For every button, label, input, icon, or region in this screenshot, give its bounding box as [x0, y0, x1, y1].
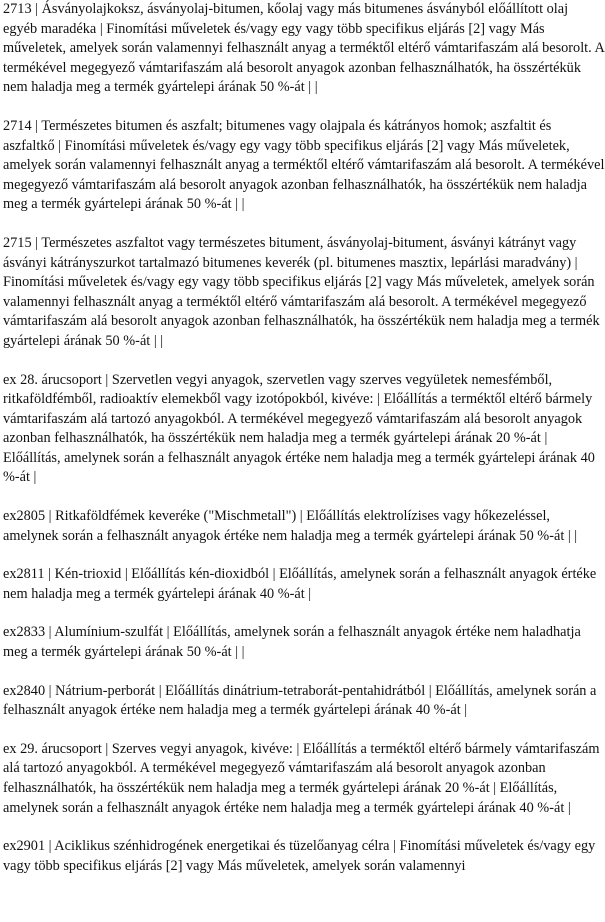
paragraph-2713: 2713 | Ásványolajkoksz, ásványolaj-bitumen, kőolaj vagy más bitumenes ásványból előállított olaj egyéb maradéka | Finomítási műveletek és/vagy egy vagy több specifikus eljárás [2] vagy Más műveletek, amelyek során valamennyi felhasznált anyag a terméktől eltérő vámtarifaszám alá besorolt. A termékével megegyező vámtarifaszám alá besorolt anyagok azonban felhasználhatók, ha összértékük nem haladja meg a termék gyártelepi árának 50 %-át | | [3, 1, 605, 96]
paragraph-2715: 2715 | Természetes aszfaltot vagy természetes bitument, ásványolaj-bitument, ásványi kátrányt vagy ásványi kátrányszurkot tartalmazó bitumenes keverék (pl. bitumenes masztix, lepárlási maradvány) | Finomítási műveletek és/vagy egy vagy több specifikus eljárás [2] vagy Más műveletek, amelyek során valamennyi felhasznált anyag a terméktől eltérő vámtarifaszám alá besorolt. A termékével megegyező vámtarifaszám alá besorolt anyagok azonban felhasználhatók, ha összértékük nem haladja meg a termék gyártelepi árának 50 %-át | | [3, 234, 600, 349]
paragraph-ex-29: ex 29. árucsoport | Szerves vegyi anyagok, kivéve: | Előállítás a terméktől eltérő bármely vámtarifaszám alá tartozó anyagokból. A termékével megegyező vámtarifaszám alá besorolt anyagok azonban felhasználhatók, ha összértékük nem haladja meg a termék gyártelepi árának 20 %-át | Előállítás, amelynek során a felhasznált anyagok értéke nem haladja meg a termék gyártelepi árának 40 %-át | [3, 740, 600, 816]
paragraph-ex-28: ex 28. árucsoport | Szervetlen vegyi anyagok, szervetlen vagy szerves vegyületek nemesfémből, ritkaföldfémből, radioaktív elemekből vagy izotópokból, kivéve: | Előállítás a terméktől eltérő bármely vámtarifaszám alá tartozó anyagokból. A termékével megegyező vámtarifaszám alá besorolt anyagok azonban felhasználhatók, ha összértékük nem haladja meg a termék gyártelepi árának 20 %-át | Előállítás, amelynek során a felhasznált anyagok értéke nem haladja meg a termék gyártelepi árának 40 %-át | [3, 371, 595, 486]
paragraph-2714: 2714 | Természetes bitumen és aszfalt; bitumenes vagy olajpala és kátrányos homok; aszfaltit és aszfaltkő | Finomítási műveletek és/vagy egy vagy több specifikus eljárás [2] vagy Más műveletek, amelyek során valamennyi felhasznált anyag a terméktől eltérő vámtarifaszám alá besorolt. A termékével megegyező vámtarifaszám alá besorolt anyagok azonban felhasználhatók, ha összértékük nem haladja meg a termék gyártelepi árának 50 %-át | | [3, 117, 605, 213]
paragraph-ex2840: ex2840 | Nátrium-perborát | Előállítás dinátrium-tetraborát-pentahidrátból | Előállítás, amelynek során a felhasznált anyagok értéke nem haladja meg a termék gyártelepi árának 40 %-át | [3, 682, 597, 719]
paragraph-ex2811: ex2811 | Kén-trioxid | Előállítás kén-dioxidból | Előállítás, amelynek során a felhasznált anyagok értéke nem haladja meg a termék gyártelepi árának 40 %-át | [3, 566, 597, 602]
paragraph-ex2833: ex2833 | Alumínium-szulfát | Előállítás, amelynek során a felhasznált anyagok értéke nem haladhatja meg a termék gyártelepi árának 50 %-át | | [3, 624, 581, 661]
paragraph-ex2901: ex2901 | Aciklikus szénhidrogének energetikai és tüzelőanyag célra | Finomítási műveletek és/vagy egy vagy több specifikus eljárás [2] vagy Más műveletek, amelyek során valamennyi [3, 838, 596, 874]
paragraph-ex2805: ex2805 | Ritkaföldfémek keveréke ("Mischmetall") | Előállítás elektrolízises vagy hőkezeléssel, amelynek során a felhasznált anyagok értéke nem haladja meg a termék gyártelepi árának 50 %-át | | [3, 508, 578, 544]
